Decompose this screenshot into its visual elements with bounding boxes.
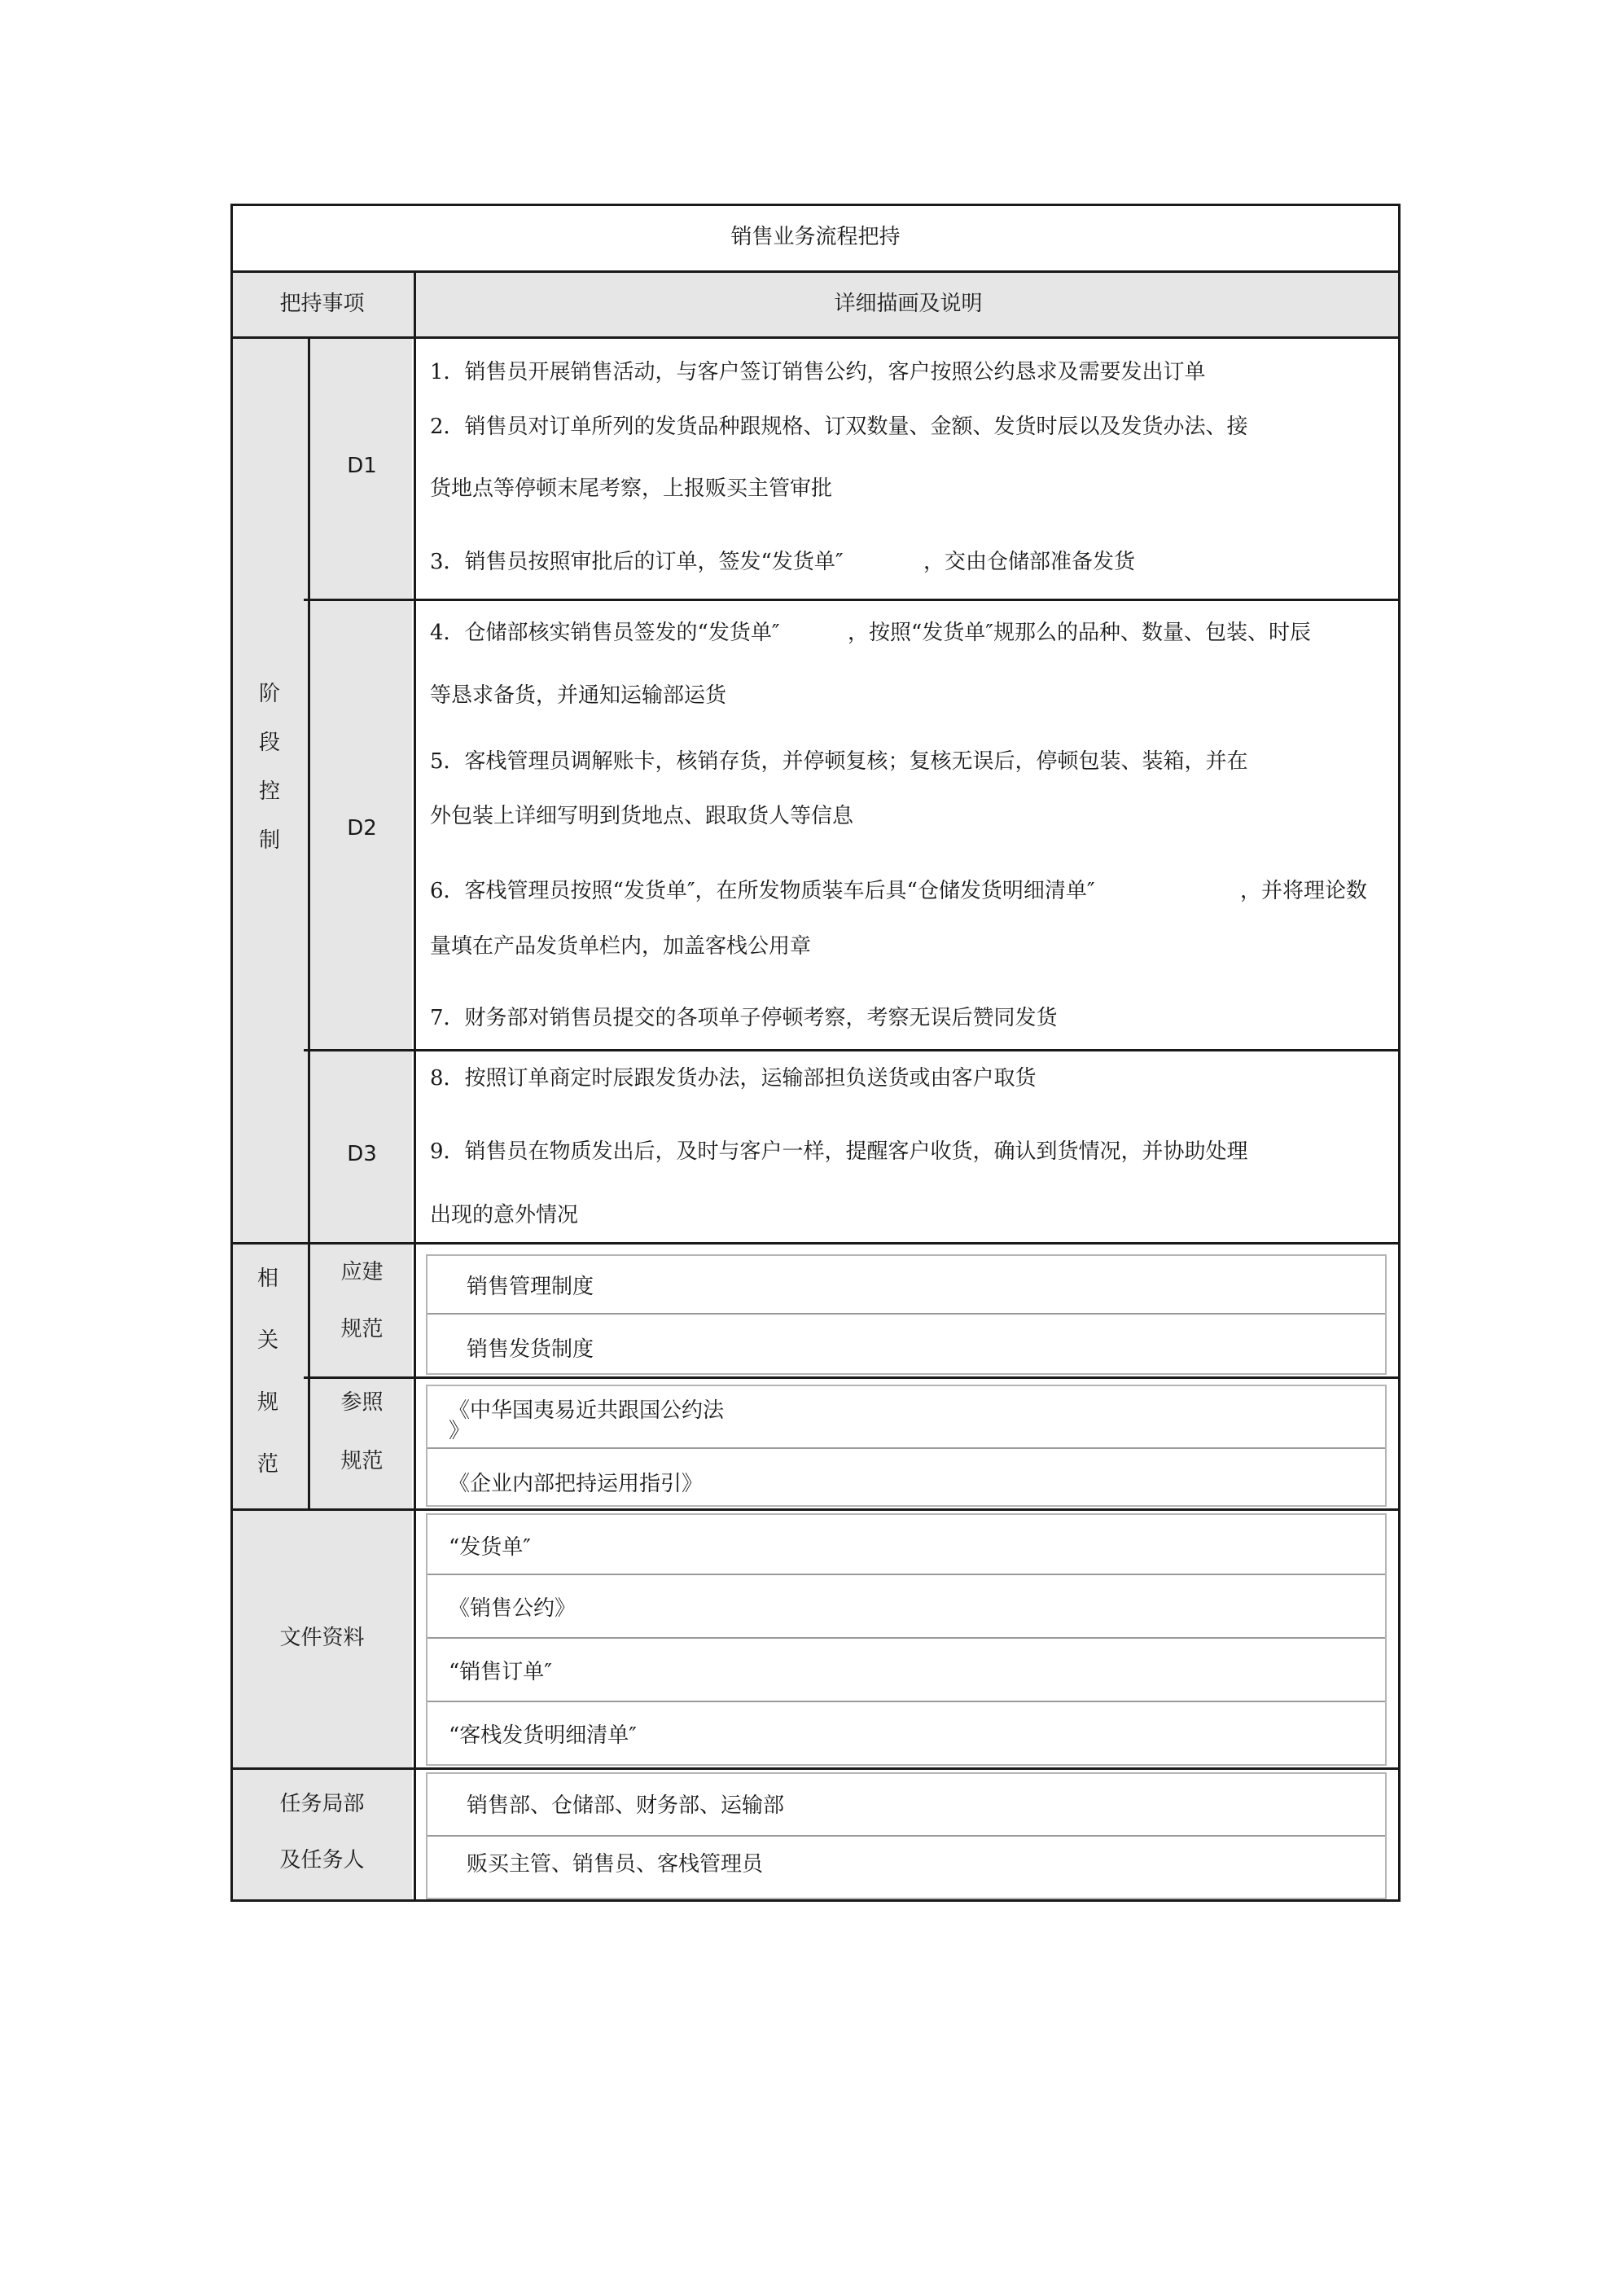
rule: [230, 270, 1401, 273]
related-norms-label: 相 关 规 范: [256, 1267, 278, 1477]
inner-divider: [427, 1447, 1385, 1449]
norm-item: 销售管理制度: [467, 1275, 594, 1299]
stage-d3-item: 出现的意外情况: [430, 1203, 579, 1227]
rule: [304, 1376, 1401, 1379]
stage-d3-item: 8．按照订单商定时辰跟发货办法，运输部担负送货或由客户取货: [430, 1066, 1037, 1091]
stage-d1-item: 2．销售员对订单所列的发货品种跟规格、订双数量、金额、发货时辰以及发货办法、接: [430, 415, 1248, 439]
stage-d2-item: 外包装上详细写明到货地点、跟取货人等信息: [430, 804, 854, 828]
header-description: 详细描画及说明: [834, 292, 983, 316]
inner-divider: [427, 1313, 1385, 1315]
stage-d1-item: 1．销售员开展销售活动，与客户签订销售公约，客户按照公约恳求及需要发出订单: [430, 360, 1206, 384]
inner-divider: [427, 1701, 1385, 1702]
rule: [304, 1049, 1401, 1051]
stage-d3-item: 9．销售员在物质发出后，及时与客户一样，提醒客户收货，确认到货情况，并协助处理: [430, 1139, 1248, 1164]
documents-label: 文件资料: [279, 1626, 365, 1650]
rule: [414, 270, 416, 1902]
norm-item: 》: [449, 1419, 471, 1443]
inner-divider: [427, 1835, 1385, 1837]
document-item: 《销售公约》: [449, 1596, 576, 1621]
rule: [230, 1508, 1401, 1511]
should-build-label: 规范: [340, 1317, 384, 1341]
inner-divider: [427, 1637, 1385, 1639]
rule: [304, 599, 1401, 601]
stage-d1-label: D1: [347, 454, 377, 478]
stage-d2-item: 6．客栈管理员按照“发货单″，在所发物质装车后具“仓储发货明细清单″: [430, 879, 1095, 903]
department-item: 销售部、仓储部、财务部、运输部: [467, 1793, 785, 1818]
stage-control-label: 阶 段 控 制: [258, 682, 280, 853]
stage-d1-item: 货地点等停顿末尾考察，上报贩买主管审批: [430, 476, 833, 501]
departments-label: 任务局部: [279, 1792, 365, 1816]
stage-d2-item: 4．仓储部核实销售员签发的“发货单″: [430, 621, 780, 645]
stage-d2-item: 等恳求备货，并通知运输部运货: [430, 683, 727, 708]
inner-divider: [427, 1574, 1385, 1575]
norm-item: 《中华国夷易近共跟国公约法: [449, 1398, 725, 1423]
rule: [230, 1767, 1401, 1770]
table-title: 销售业务流程把持: [730, 225, 901, 249]
norm-item: 销售发货制度: [467, 1337, 594, 1362]
document-item: “销售订单″: [449, 1660, 553, 1684]
stage-d1-item: 3．销售员按照审批后的订单，签发“发货单″: [430, 550, 844, 574]
process-control-table: [230, 204, 1401, 1902]
document-item: “发货单″: [449, 1535, 532, 1560]
reference-label: 规范: [340, 1449, 384, 1473]
reference-label: 参照: [340, 1390, 384, 1415]
stage-d2-item: 量填在产品发货单栏内，加盖客栈公用章: [430, 934, 812, 959]
should-build-label: 应建: [340, 1260, 384, 1284]
stage-d2-label: D2: [347, 816, 377, 841]
rule: [230, 1242, 1401, 1245]
departments-label: 及任务人: [279, 1848, 365, 1872]
document-item: “客栈发货明细清单″: [449, 1723, 638, 1748]
stage-d2-item: 5．客栈管理员调解账卡，核销存货，并停顿复核；复核无误后，停顿包装、装箱，并在: [430, 749, 1248, 774]
stage-d3-label: D3: [347, 1142, 377, 1166]
stage-d2-item: ，并将理论数: [1240, 879, 1368, 903]
stage-d1-item: ，交由仓储部准备发货: [923, 550, 1136, 574]
stage-d2-item: 7．财务部对销售员提交的各项单子停顿考察，考察无误后赞同发货: [430, 1006, 1058, 1030]
department-item: 贩买主管、销售员、客栈管理员: [467, 1852, 764, 1877]
header-control-item: 把持事项: [279, 292, 365, 316]
rule: [230, 336, 1401, 339]
stage-d2-item: ，按照“发货单″规那么的品种、数量、包装、时辰: [848, 621, 1312, 645]
norm-item: 《企业内部把持运用指引》: [449, 1472, 704, 1496]
